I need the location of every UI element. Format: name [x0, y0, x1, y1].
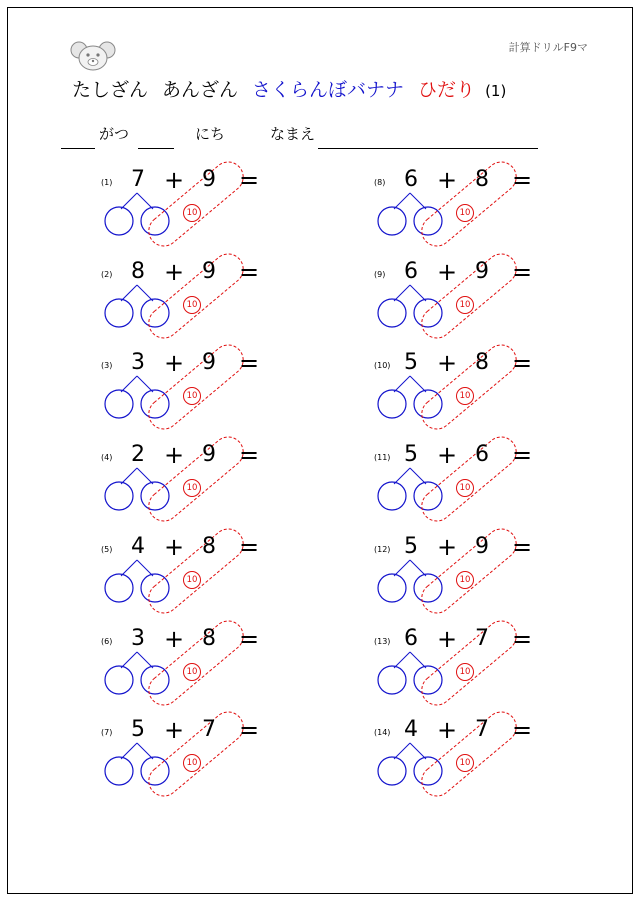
problem-number: (8): [374, 178, 386, 187]
equals-sign: =: [512, 257, 533, 286]
answer-circle-left: [378, 482, 406, 510]
ten-circle: 10: [456, 754, 474, 772]
equals-sign: =: [512, 349, 533, 378]
ten-circle: 10: [183, 296, 201, 314]
problem-number: (10): [374, 361, 391, 371]
addend-a: 3: [131, 625, 145, 651]
problem-number: (13): [374, 636, 391, 646]
banana-outline: [143, 523, 250, 619]
banana-outline: [416, 248, 523, 344]
problem-item: [374, 166, 564, 261]
addend-a: 5: [131, 717, 145, 743]
title-tashizan: たしざん: [72, 79, 149, 101]
addend-a: 2: [131, 442, 145, 468]
answer-circle-right: [141, 482, 169, 510]
problem-item: [374, 532, 564, 628]
title-sakuranbo-banana: さくらんぼバナナ: [252, 79, 405, 101]
addend-b: 9: [475, 258, 489, 284]
banana-outline: [143, 248, 250, 344]
equals-sign: =: [512, 166, 533, 194]
answer-circle-right: [414, 482, 442, 510]
addend-b: 8: [475, 350, 489, 376]
ten-circle: 10: [456, 296, 474, 314]
answer-circle-right: [141, 207, 169, 235]
problem-item: [101, 441, 291, 536]
addend-b: 9: [475, 533, 489, 559]
equals-sign: =: [239, 441, 260, 470]
problem-item: [101, 166, 291, 261]
answer-circle-right: [141, 390, 169, 418]
plus-sign: +: [437, 441, 458, 470]
answer-circle-left: [105, 207, 133, 235]
addend-b: 7: [475, 625, 489, 651]
ten-circle: 10: [183, 754, 201, 772]
answer-circle-right: [414, 574, 442, 602]
addend-a: 4: [404, 717, 418, 743]
answer-circle-left: [105, 574, 133, 602]
equals-sign: =: [239, 166, 260, 194]
equals-sign: =: [239, 349, 260, 378]
addend-b: 9: [202, 350, 216, 376]
addend-a: 8: [131, 258, 145, 284]
addend-b: 9: [202, 258, 216, 284]
equals-sign: =: [239, 624, 260, 653]
answer-circle-left: [105, 482, 133, 510]
problem-number: (1): [101, 178, 113, 187]
problem-number: (14): [374, 728, 391, 738]
day-label: にち: [195, 125, 226, 143]
answer-circle-right: [414, 299, 442, 327]
equals-sign: =: [239, 257, 260, 286]
problem-item: [101, 349, 291, 444]
addend-b: 9: [202, 167, 216, 192]
plus-sign: +: [437, 716, 458, 745]
mouse-logo-icon: [70, 40, 116, 72]
answer-circle-right: [141, 299, 169, 327]
plus-sign: +: [164, 166, 185, 194]
addend-b: 7: [475, 717, 489, 743]
ten-circle: 10: [183, 479, 201, 497]
title-number: (1): [485, 82, 507, 100]
plus-sign: +: [164, 716, 185, 745]
answer-circle-right: [141, 757, 169, 785]
ten-circle: 10: [183, 663, 201, 681]
plus-sign: +: [437, 349, 458, 378]
answer-circle-left: [378, 299, 406, 327]
plus-sign: +: [437, 166, 458, 194]
addend-a: 6: [404, 167, 418, 192]
day-blank[interactable]: [138, 148, 174, 149]
problem-number: (7): [101, 728, 113, 738]
equals-sign: =: [512, 716, 533, 745]
answer-circle-left: [378, 574, 406, 602]
equals-sign: =: [512, 532, 533, 561]
answer-circle-left: [105, 757, 133, 785]
banana-outline: [416, 614, 523, 710]
answer-circle-left: [378, 390, 406, 418]
addend-b: 8: [202, 625, 216, 651]
problem-number: (11): [374, 453, 391, 463]
ten-circle: 10: [183, 204, 201, 222]
addend-a: 5: [404, 350, 418, 376]
banana-outline: [416, 523, 523, 619]
title-anzan: あんざん: [162, 79, 239, 101]
ten-circle: 10: [456, 479, 474, 497]
answer-circle-right: [414, 666, 442, 694]
plus-sign: +: [437, 257, 458, 286]
answer-circle-left: [105, 666, 133, 694]
problem-number: (12): [374, 544, 391, 554]
addend-b: 8: [475, 167, 489, 192]
problem-number: (6): [101, 636, 113, 646]
plus-sign: +: [164, 624, 185, 653]
equals-sign: =: [239, 716, 260, 745]
addend-a: 3: [131, 350, 145, 376]
addend-a: 5: [404, 442, 418, 468]
answer-circle-right: [141, 574, 169, 602]
equals-sign: =: [512, 441, 533, 470]
plus-sign: +: [437, 624, 458, 653]
title-hidari: ひだり: [418, 79, 476, 101]
problem-number: (3): [101, 361, 113, 371]
worksheet-page: [7, 7, 633, 894]
ten-circle: 10: [183, 571, 201, 589]
plus-sign: +: [164, 532, 185, 561]
answer-circle-left: [378, 207, 406, 235]
problem-item: [101, 257, 291, 353]
name-label: なまえ: [270, 125, 316, 143]
page-title: [72, 75, 506, 102]
problem-item: [101, 532, 291, 628]
banana-outline: [143, 614, 250, 710]
addend-a: 7: [131, 167, 145, 192]
plus-sign: +: [164, 349, 185, 378]
ten-circle: 10: [456, 387, 474, 405]
addend-a: 6: [404, 625, 418, 651]
answer-circle-right: [414, 207, 442, 235]
problem-item: [374, 349, 564, 444]
addend-a: 6: [404, 258, 418, 284]
name-blank[interactable]: [318, 148, 538, 149]
problem-number: (4): [101, 453, 113, 463]
addend-a: 4: [131, 533, 145, 559]
problem-item: [101, 716, 291, 811]
problem-item: [374, 624, 564, 720]
problem-item: [101, 624, 291, 720]
month-label: がつ: [99, 125, 130, 143]
problem-number: (9): [374, 269, 386, 279]
addend-a: 5: [404, 533, 418, 559]
addend-b: 6: [475, 442, 489, 468]
answer-circle-right: [414, 390, 442, 418]
problem-item: [374, 441, 564, 536]
plus-sign: +: [164, 441, 185, 470]
problem-item: [374, 716, 564, 811]
answer-circle-right: [141, 666, 169, 694]
problem-number: (5): [101, 544, 113, 554]
plus-sign: +: [164, 257, 185, 286]
brand-label: 計算ドリルF9マ: [508, 41, 588, 54]
ten-circle: 10: [456, 204, 474, 222]
answer-circle-right: [414, 757, 442, 785]
answer-circle-left: [378, 666, 406, 694]
ten-circle: 10: [183, 387, 201, 405]
answer-circle-left: [378, 757, 406, 785]
problem-number: (2): [101, 269, 113, 279]
addend-b: 7: [202, 717, 216, 743]
answer-circle-left: [105, 299, 133, 327]
addend-b: 8: [202, 533, 216, 559]
problem-item: [374, 257, 564, 353]
answer-circle-left: [105, 390, 133, 418]
addend-b: 9: [202, 442, 216, 468]
month-blank[interactable]: [61, 148, 95, 149]
ten-circle: 10: [456, 663, 474, 681]
ten-circle: 10: [456, 571, 474, 589]
equals-sign: =: [512, 624, 533, 653]
equals-sign: =: [239, 532, 260, 561]
plus-sign: +: [437, 532, 458, 561]
